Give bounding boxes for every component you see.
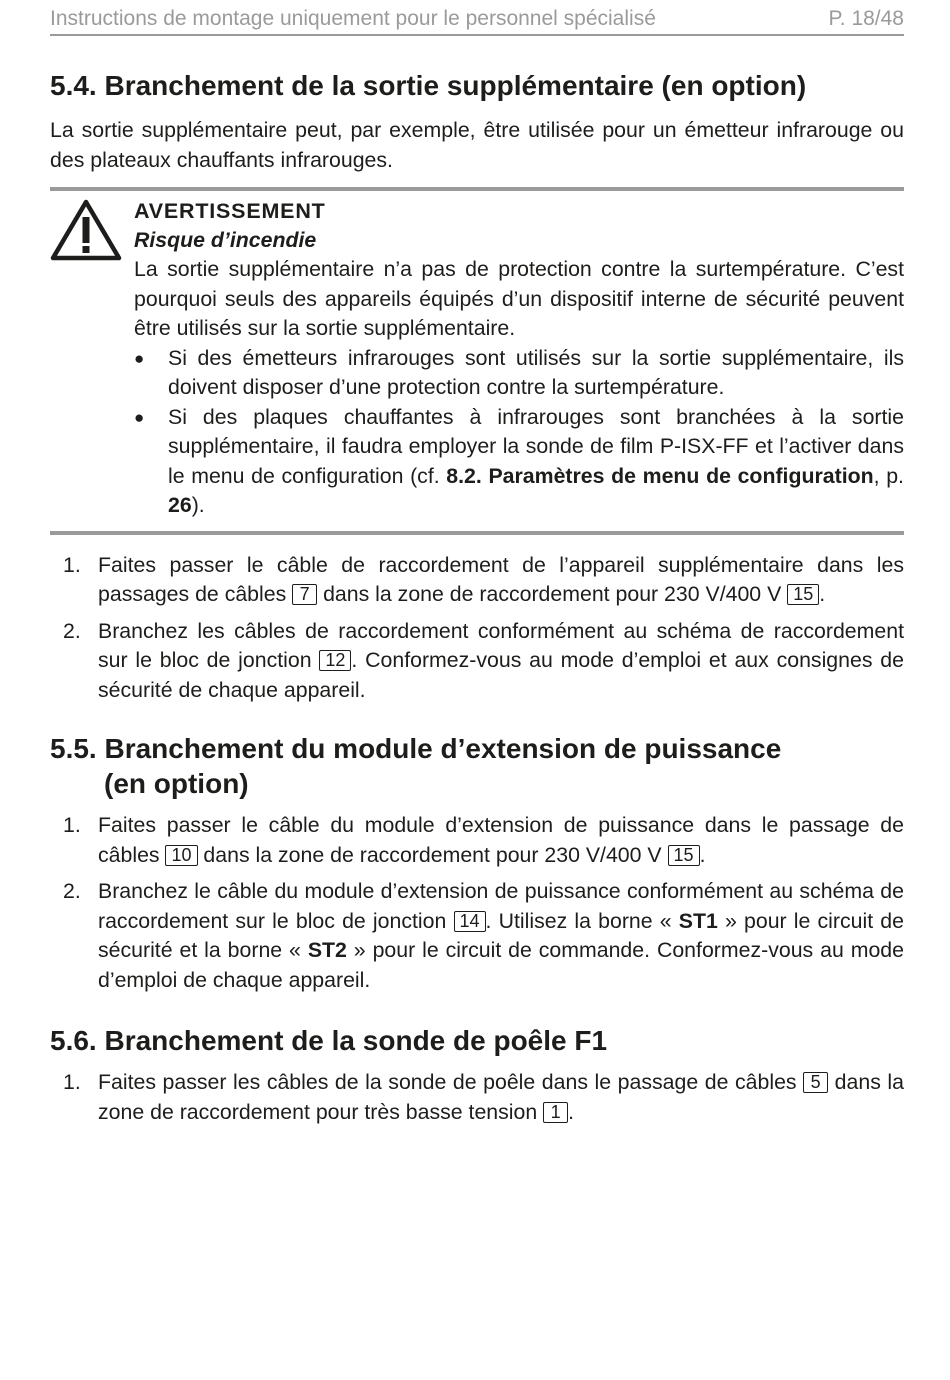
bullet-icon: ● bbox=[134, 348, 145, 368]
bullet-icon: ● bbox=[134, 407, 145, 427]
list-item: 2. Branchez les câbles de raccordement conformément au schéma de raccordement sur le bloc de jonction 12 . Conformez-vous au mode d’emploi et aux consignes de sécurité de chaque appareil. bbox=[63, 618, 904, 702]
list-item: 1. Faites passer le câble de raccordement de l’appareil supplémentaire dans les passages de câbles 7 dans la zone de raccordement pour 230 V/400 V 15 . bbox=[63, 552, 904, 606]
list-item: ● Si des plaques chauffantes à infrarouges sont branchées à la sortie supplémentaire, il faudra employer la sonde de film P-ISX-FF et l’activer dans le menu de configuration (cf. 8.2. Paramètres de menu de configuration, p. 26). bbox=[134, 404, 904, 517]
component-ref-box: 12 bbox=[319, 650, 351, 671]
list-item: 2. Branchez le câble du module d’extension de puissance conformément au schéma de raccordement sur le bloc de jonction 14 . Utilisez la borne « ST1 » pour le circuit de sécurité et la borne « ST2 » pour le circuit de commande. Conformez-vous au mode d’emploi de chaque appareil. bbox=[63, 879, 904, 992]
page-number: P. 18/48 bbox=[828, 7, 904, 30]
section-5-6-title: 5.6. Branchement de la sonde de poêle F1 bbox=[50, 1025, 608, 1056]
section-5-5-steps bbox=[50, 811, 904, 995]
component-ref-box: 5 bbox=[803, 1072, 828, 1093]
list-item: ● Si des émetteurs infrarouges sont utilisés sur la sortie supplémentaire, ils doivent disposer d’une protection contre la surtempérature. bbox=[134, 345, 904, 399]
section-5-5-title: 5.5. Branchement du module d’extension de puissance (en option) bbox=[50, 733, 782, 799]
header-title: Instructions de montage uniquement pour le personnel spécialisé bbox=[50, 7, 656, 30]
warning-subtitle: Risque d’incendie bbox=[134, 228, 317, 252]
section-5-4-intro: La sortie supplémentaire peut, par exemple, être utilisée pour un émetteur infrarouge ou des plateaux chauffants infrarouges. bbox=[50, 118, 904, 172]
section-5-4-steps bbox=[50, 551, 904, 706]
warning-triangle-icon bbox=[50, 199, 122, 261]
component-ref-box: 15 bbox=[787, 584, 819, 605]
list-item: 1. Faites passer les câbles de la sonde de poêle dans le passage de câbles 5 dans la zone de raccordement pour très basse tension 1 . bbox=[63, 1070, 904, 1124]
page bbox=[50, 0, 904, 1127]
component-ref-box: 10 bbox=[165, 845, 197, 866]
component-ref-box: 7 bbox=[292, 584, 317, 605]
cross-reference: 8.2. Paramètres de menu de configuration bbox=[446, 463, 874, 488]
component-ref-box: 15 bbox=[668, 845, 700, 866]
component-ref-box: 14 bbox=[454, 911, 486, 932]
list-item: 1. Faites passer le câble du module d’extension de puissance dans le passage de câbles 10 dans la zone de raccordement pour 230 V/400 V 15 . bbox=[63, 813, 904, 867]
warning-box bbox=[50, 187, 904, 535]
warning-label: AVERTISSEMENT bbox=[134, 199, 326, 223]
page-reference: 26 bbox=[168, 493, 192, 517]
component-ref-box: 1 bbox=[543, 1102, 568, 1123]
warning-bullets bbox=[134, 344, 904, 521]
section-5-6-steps bbox=[50, 1068, 904, 1127]
section-5-4-title: 5.4. Branchement de la sortie supplémentaire (en option) bbox=[50, 70, 807, 101]
page-header bbox=[50, 0, 904, 36]
warning-text: La sortie supplémentaire n’a pas de protection contre la surtempérature. C’est pourquoi seuls des appareils équipés d’un dispositif interne de sécurité peuvent être utilisés sur la sortie supplémentaire. bbox=[134, 257, 904, 340]
